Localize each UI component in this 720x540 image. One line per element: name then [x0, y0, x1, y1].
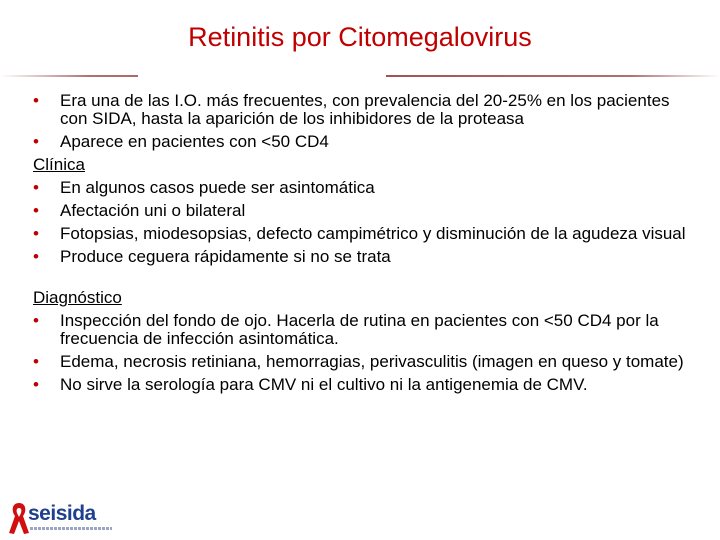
list-item-text: Produce ceguera rápidamente si no se trata — [60, 247, 391, 266]
list-item — [33, 376, 693, 394]
section-spacer — [33, 271, 693, 289]
list-item — [33, 225, 693, 243]
bullet-icon: • — [33, 201, 39, 220]
bullet-icon: • — [33, 178, 39, 197]
section-heading-clinica: Clínica — [33, 155, 85, 174]
list-item — [33, 202, 693, 220]
bullet-icon: • — [33, 132, 39, 151]
logo-tagline-decoration — [30, 527, 112, 530]
title-divider-right — [360, 75, 720, 77]
list-item-text: Aparece en pacientes con <50 CD4 — [60, 132, 329, 151]
slide-content — [33, 92, 693, 399]
list-item — [33, 248, 693, 266]
list-item — [33, 179, 693, 197]
list-item — [33, 353, 693, 371]
bullet-icon: • — [33, 311, 39, 330]
clinica-list — [33, 179, 693, 266]
diagnostico-list — [33, 312, 693, 394]
logo-wordmark — [28, 502, 96, 526]
title-divider-gap — [138, 74, 386, 78]
list-item-text: Afectación uni o bilateral — [60, 201, 246, 220]
list-item-text: Edema, necrosis retiniana, hemorragias, perivasculitis (imagen en queso y tomate) — [60, 352, 684, 371]
list-item-text: En algunos casos puede ser asintomática — [60, 178, 375, 197]
list-item-text: No sirve la serología para CMV ni el cultivo ni la antigenemia de CMV. — [60, 375, 588, 394]
logo-wordmark-part2: sida — [55, 502, 96, 525]
intro-list — [33, 92, 693, 151]
bullet-icon: • — [33, 247, 39, 266]
list-item — [33, 312, 693, 348]
slide-title: Retinitis por Citomegalovirus — [188, 22, 532, 52]
list-item-text: Inspección del fondo de ojo. Hacerla de rutina en pacientes con <50 CD4 por la frecuencia de infección asintomática. — [60, 311, 659, 348]
list-item — [33, 133, 693, 151]
bullet-icon: • — [33, 352, 39, 371]
list-item — [33, 92, 693, 128]
bullet-icon: • — [33, 224, 39, 243]
seisida-logo — [6, 500, 116, 534]
list-item-text: Era una de las I.O. más frecuentes, con prevalencia del 20-25% en los pacientes con SIDA, hasta la aparición de los inhibidores de la proteasa — [60, 91, 670, 128]
logo-wordmark-part1: sei — [28, 502, 56, 525]
section-heading-diagnostico: Diagnóstico — [33, 288, 122, 307]
list-item-text: Fotopsias, miodesopsias, defecto campimétrico y disminución de la agudeza visual — [60, 224, 686, 243]
bullet-icon: • — [33, 375, 39, 394]
bullet-icon: • — [33, 91, 39, 110]
